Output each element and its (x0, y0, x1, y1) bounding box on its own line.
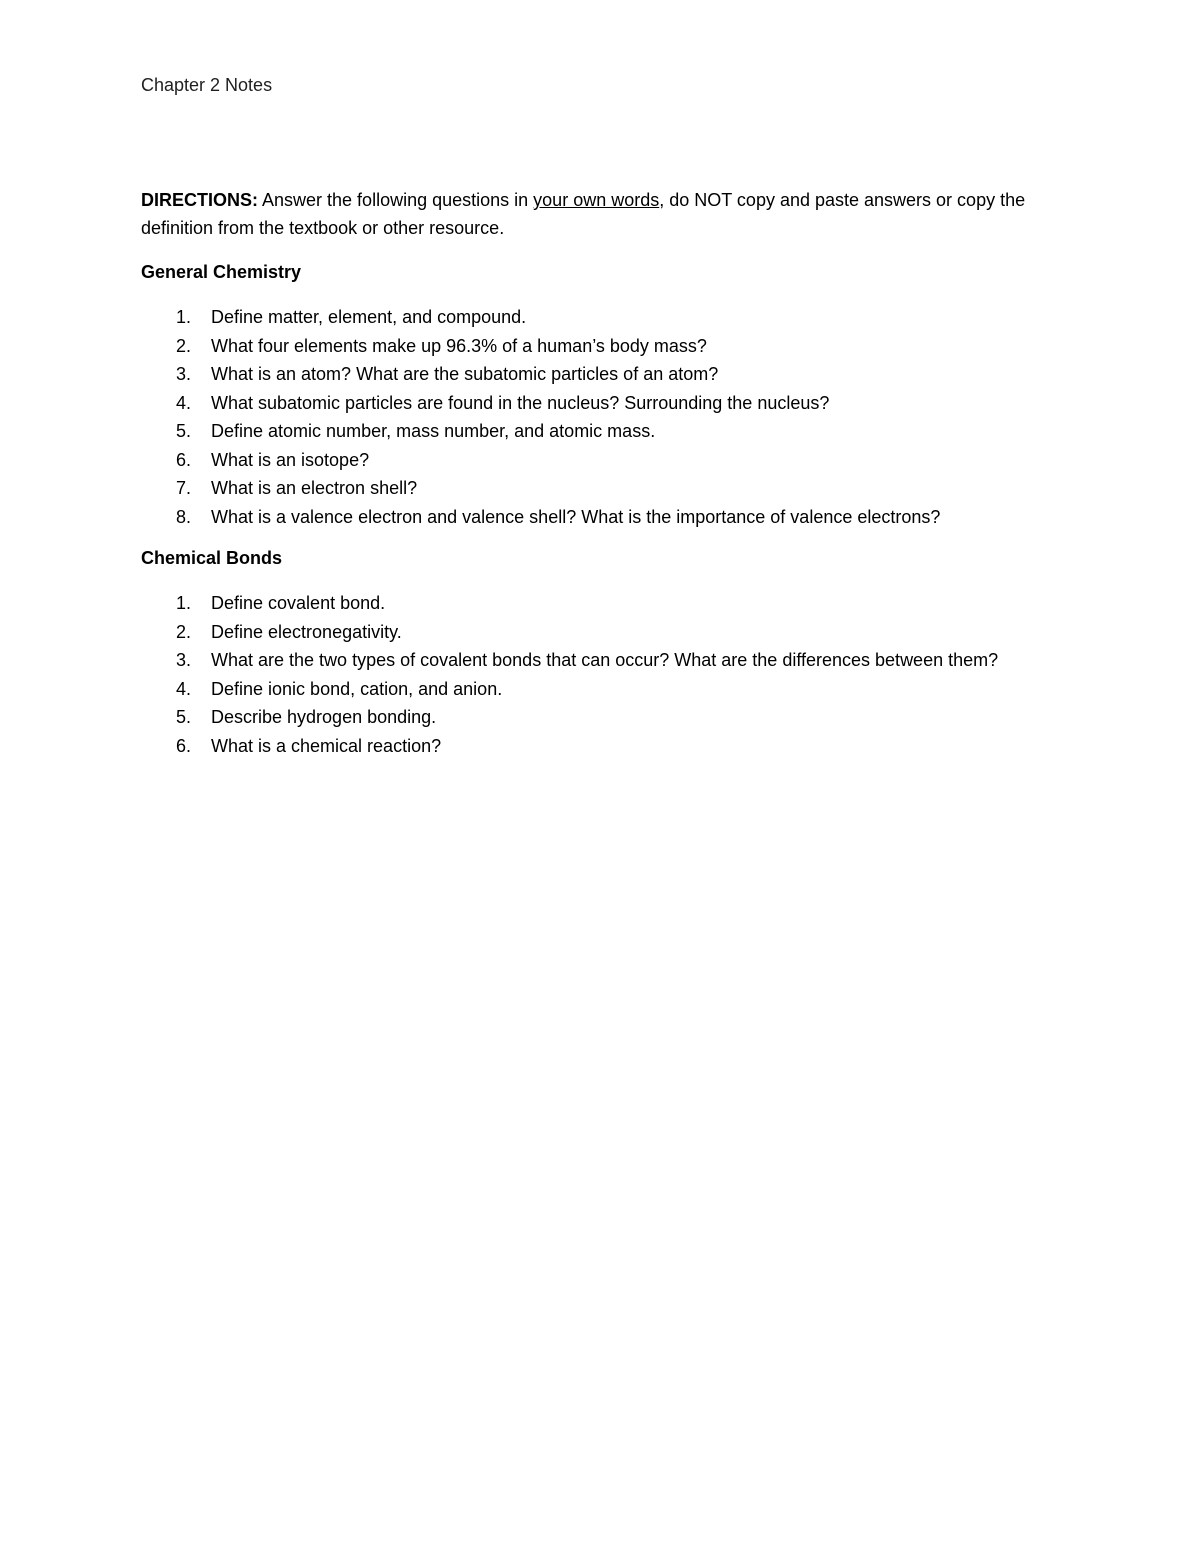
item-text: Define matter, element, and compound. (211, 307, 527, 327)
list-item (141, 675, 1041, 704)
item-number: 6. (176, 735, 192, 756)
item-number: 5. (176, 421, 192, 441)
section-heading-chemical-bonds: Chemical Bonds (141, 548, 283, 568)
item-text: What are the two types of covalent bonds that can occur? What are the differences between them? (211, 650, 999, 670)
item-number: 4. (176, 678, 192, 699)
item-text: Define electronegativity. (211, 621, 402, 642)
item-text: What is an isotope? (211, 449, 370, 470)
directions-label: DIRECTIONS: (141, 190, 258, 210)
directions-emphasis: your own words (533, 190, 660, 210)
list-item (141, 360, 1041, 389)
question-list-general-chemistry (141, 303, 1041, 531)
list-item (141, 332, 1041, 361)
list-item (141, 474, 1041, 503)
item-number: 1. (176, 593, 192, 613)
item-text: Describe hydrogen bonding. (211, 707, 437, 727)
item-text: Define covalent bond. (211, 593, 386, 613)
item-number: 3. (176, 650, 192, 670)
item-number: 1. (176, 307, 192, 327)
item-text: Define atomic number, mass number, and atomic mass. (211, 421, 656, 441)
list-item (141, 446, 1041, 475)
item-text: What is a valence electron and valence shell? What is the importance of valence electrons? (211, 506, 941, 527)
list-item (141, 703, 1041, 732)
item-number: 5. (176, 707, 192, 727)
question-list-chemical-bonds (141, 589, 1041, 760)
item-text: What is an atom? What are the subatomic particles of an atom? (211, 364, 719, 384)
item-number: 7. (176, 478, 192, 498)
page-header: Chapter 2 Notes (141, 75, 273, 95)
list-item (141, 646, 1041, 675)
list-item (141, 389, 1041, 418)
item-text: What subatomic particles are found in the nucleus? Surrounding the nucleus? (211, 392, 830, 413)
directions-text-before: Answer the following questions in (258, 190, 534, 210)
item-number: 8. (176, 506, 192, 527)
item-text: What is an electron shell? (211, 478, 418, 498)
list-item (141, 303, 1041, 332)
item-text: Define ionic bond, cation, and anion. (211, 678, 503, 699)
item-number: 3. (176, 364, 192, 384)
list-item (141, 417, 1041, 446)
directions-text-after: , do NOT copy and paste answers or copy the definition from the textbook or other resource. (141, 190, 1026, 238)
directions-paragraph (141, 186, 1041, 242)
item-text: What is a chemical reaction? (211, 735, 442, 756)
list-item (141, 732, 1041, 761)
item-number: 4. (176, 392, 192, 413)
item-number: 6. (176, 449, 192, 470)
section-heading-general-chemistry: General Chemistry (141, 262, 302, 282)
item-number: 2. (176, 335, 192, 356)
item-text: What four elements make up 96.3% of a human’s body mass? (211, 335, 707, 356)
list-item (141, 618, 1041, 647)
list-item (141, 503, 1041, 532)
item-number: 2. (176, 621, 192, 642)
list-item (141, 589, 1041, 618)
